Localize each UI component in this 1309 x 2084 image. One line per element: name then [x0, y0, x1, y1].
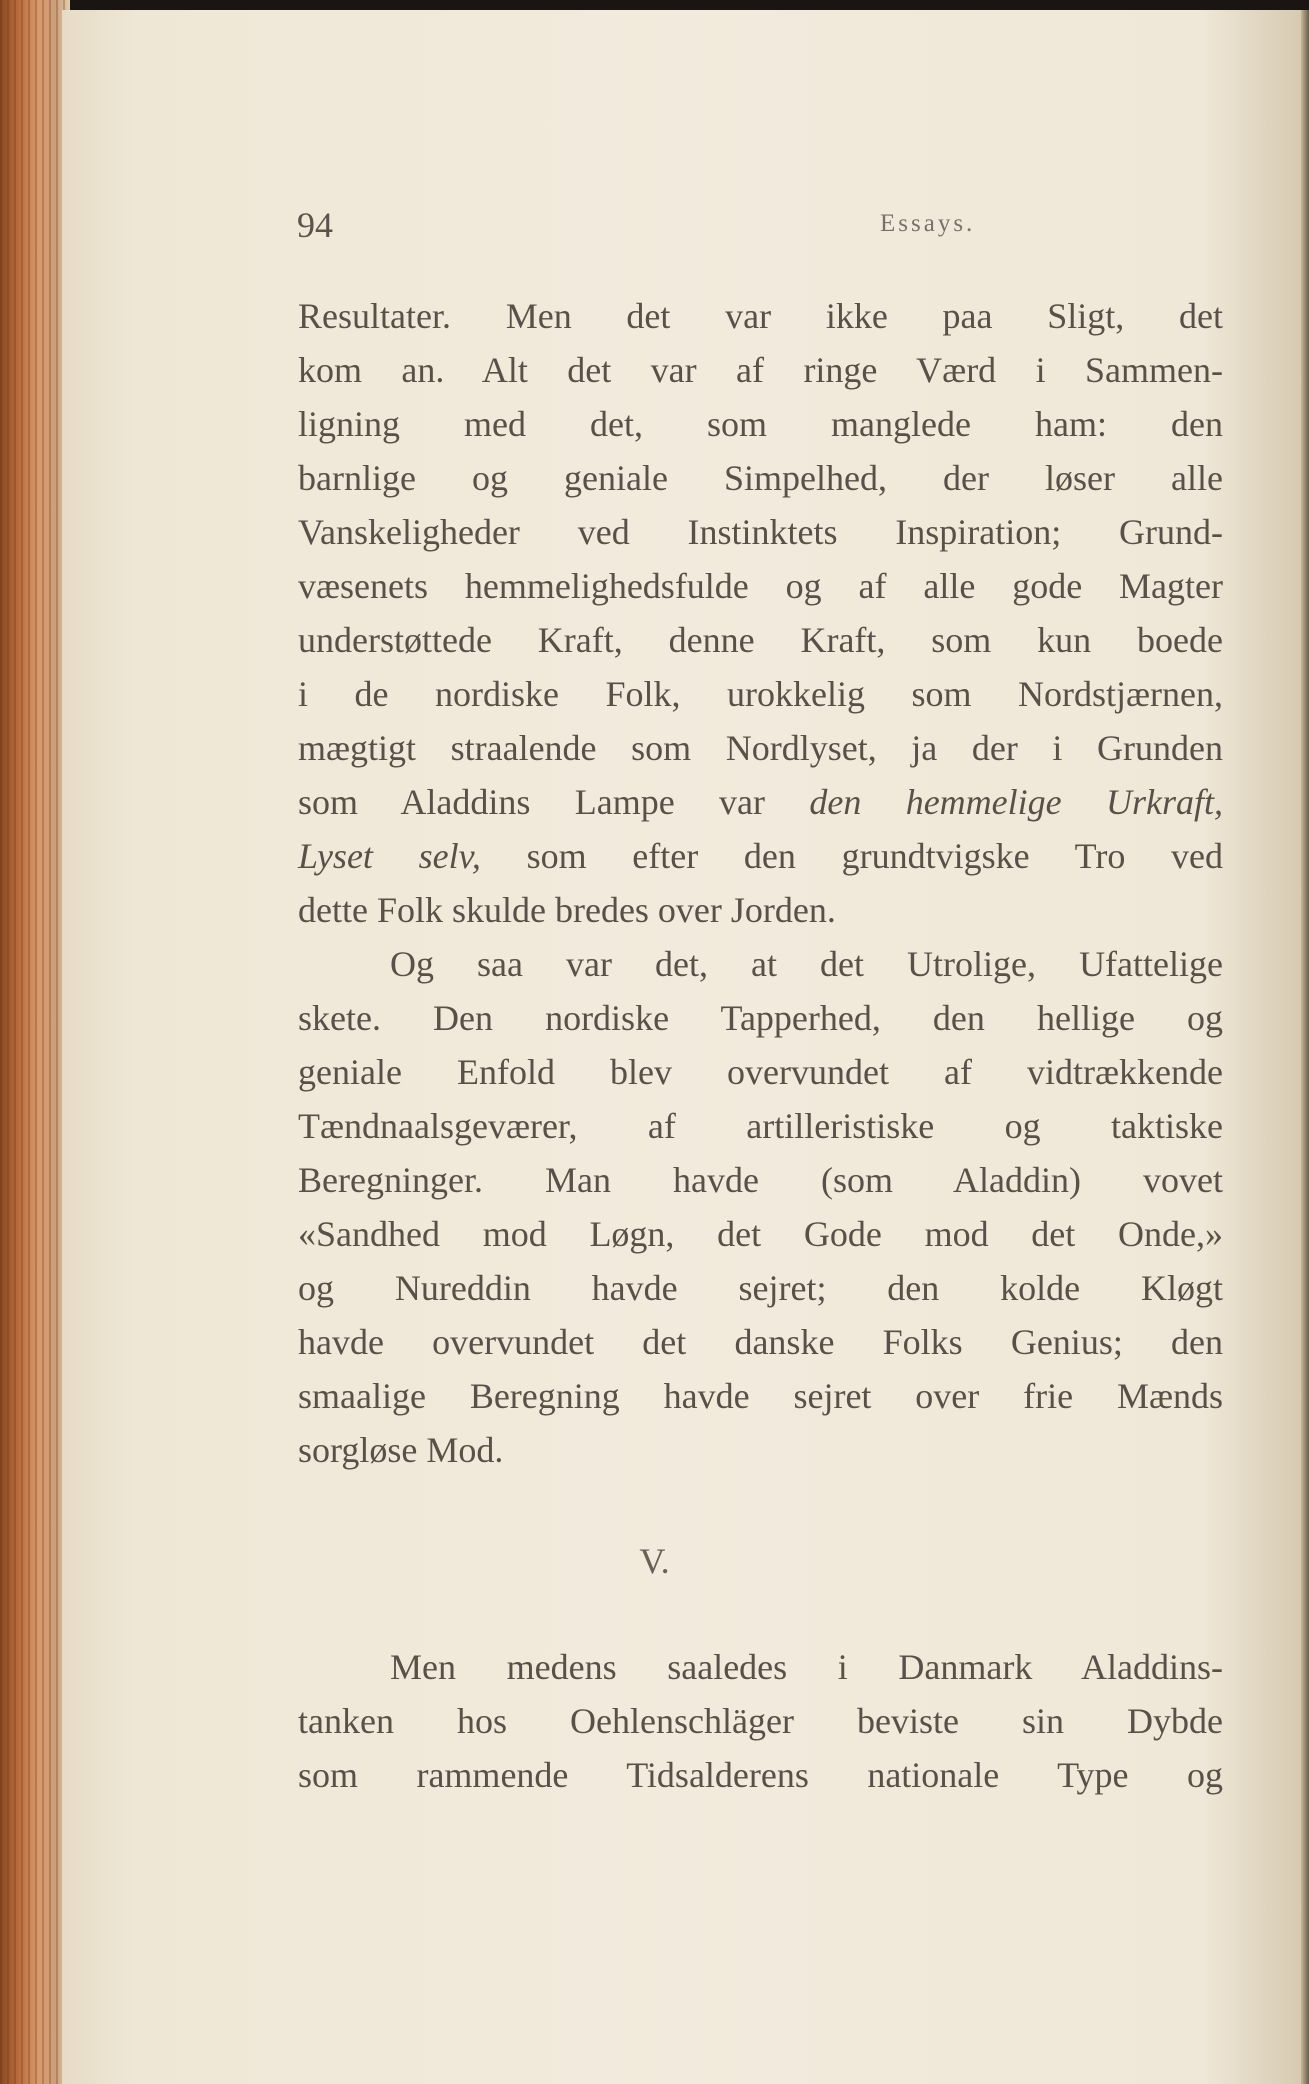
- text-line: Vanskeligheder ved Instinktets Inspiration; Grund-: [298, 512, 1223, 552]
- text-line: skete. Den nordiske Tapperhed, den hellige og: [298, 998, 1223, 1038]
- text-line: mægtigt straalende som Nordlyset, ja der i Grunden: [298, 728, 1223, 768]
- text-line: kom an. Alt det var af ringe Værd i Sammen-: [298, 350, 1223, 390]
- text-line: smaalige Beregning havde sejret over frie Mænds: [298, 1376, 1223, 1416]
- section-heading: V.: [639, 1541, 670, 1581]
- text-span: som Aladdins Lampe var: [298, 782, 810, 822]
- text-line: Tændnaalsgeværer, af artilleristiske og taktiske: [298, 1106, 1223, 1146]
- text-line: Resultater. Men det var ikke paa Sligt, det: [298, 296, 1223, 336]
- text-line: som rammende Tidsalderens nationale Type og: [298, 1755, 1223, 1795]
- running-head-title: Essays.: [880, 210, 976, 237]
- page-number: 94: [297, 205, 333, 245]
- text-line: tanken hos Oehlenschläger beviste sin Dybde: [298, 1701, 1223, 1741]
- italic-span: Lyset selv,: [298, 836, 481, 876]
- text-line: væsenets hemmelighedsfulde og af alle gode Magter: [298, 566, 1223, 606]
- text-line: understøttede Kraft, denne Kraft, som kun boede: [298, 620, 1223, 660]
- text-line: i de nordiske Folk, urokkelig som Nordstjærnen,: [298, 674, 1223, 714]
- book-page-edges: [0, 0, 70, 2084]
- text-line: [298, 829, 1223, 883]
- text-line: «Sandhed mod Løgn, det Gode mod det Onde,»: [298, 1214, 1223, 1254]
- text-line: [298, 775, 1223, 829]
- text-line: sorgløse Mod.: [298, 1430, 504, 1470]
- text-line: barnlige og geniale Simpelhed, der løser alle: [298, 458, 1223, 498]
- text-line: Og saa var det, at det Utrolige, Ufattelige: [390, 944, 1223, 984]
- book-spine-shadow: [1301, 10, 1309, 2084]
- text-line: Men medens saaledes i Danmark Aladdins-: [390, 1647, 1223, 1687]
- text-line: og Nureddin havde sejret; den kolde Kløgt: [298, 1268, 1223, 1308]
- text-line: geniale Enfold blev overvundet af vidtrækkende: [298, 1052, 1223, 1092]
- italic-span: den hemmelige Urkraft,: [809, 782, 1223, 822]
- text-line: dette Folk skulde bredes over Jorden.: [298, 890, 836, 930]
- text-span: som efter den grundtvigske Tro ved: [480, 836, 1223, 876]
- text-line: havde overvundet det danske Folks Genius; den: [298, 1322, 1223, 1362]
- text-line: ligning med det, som manglede ham: den: [298, 404, 1223, 444]
- running-head: [233, 204, 1153, 254]
- text-line: Beregninger. Man havde (som Aladdin) vovet: [298, 1160, 1223, 1200]
